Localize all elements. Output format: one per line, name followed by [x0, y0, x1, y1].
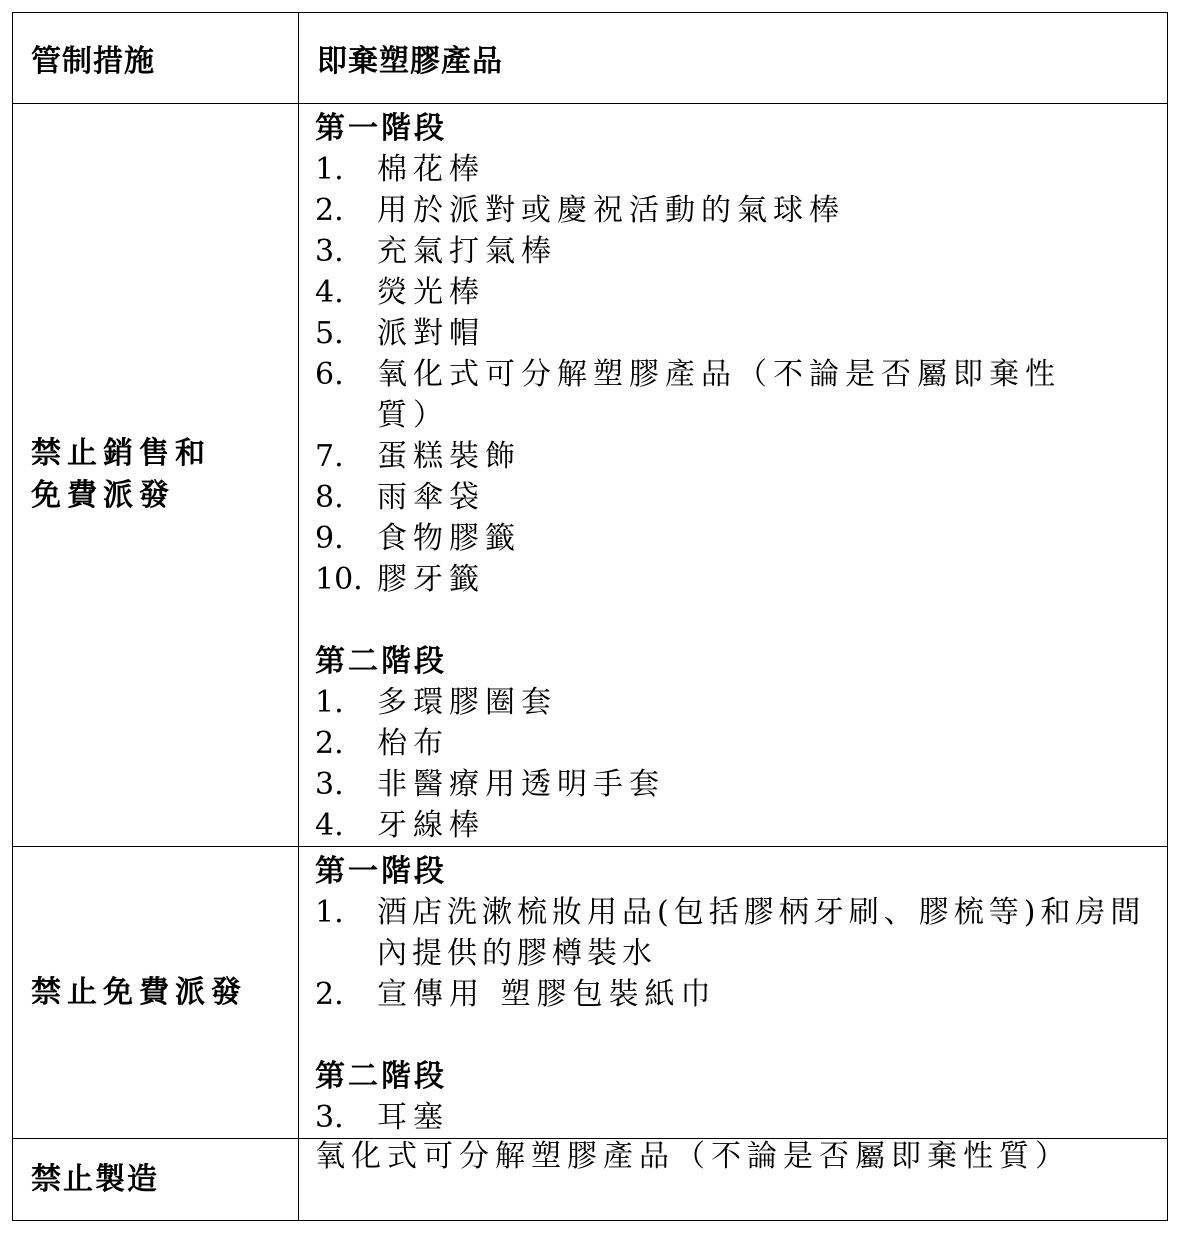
item-number: 2.	[315, 977, 344, 1012]
table-row	[13, 104, 1168, 847]
item-number: 4.	[315, 275, 344, 310]
table-row	[13, 847, 1168, 1139]
item-number: 8.	[315, 480, 344, 515]
stage-title: 第一階段	[315, 111, 447, 146]
item-text: 充氣打氣棒	[377, 234, 557, 269]
item-text: 食物膠籤	[377, 521, 521, 556]
list-item	[315, 518, 1159, 559]
item-number: 2.	[315, 193, 344, 228]
item-number: 6.	[315, 357, 344, 392]
item-text: 多環膠圈套	[377, 685, 557, 720]
spacer	[315, 600, 1159, 641]
item-text: 氧化式可分解塑膠產品（不論是否屬即棄性質）	[315, 1139, 1071, 1174]
measure-line: 免費派發	[31, 478, 175, 513]
list-item	[315, 354, 1159, 436]
stage-title: 第一階段	[315, 854, 447, 889]
list-item	[315, 436, 1159, 477]
measure-line: 禁止免費派發	[31, 974, 247, 1010]
item-text: 蛋糕裝飾	[377, 439, 521, 474]
list-item	[315, 559, 1159, 600]
measure-line: 禁止銷售和	[31, 436, 211, 471]
item-number: 5.	[315, 316, 344, 351]
list-item	[315, 764, 1159, 805]
stage-title: 第二階段	[315, 1059, 447, 1094]
products-cell	[299, 104, 1168, 847]
regulation-table	[12, 12, 1168, 1221]
item-text: 氧化式可分解塑膠產品（不論是否屬即棄性質）	[377, 357, 1061, 433]
item-number: 7.	[315, 439, 344, 474]
list-item	[315, 231, 1159, 272]
list-item	[315, 272, 1159, 313]
item-text: 宣傳用 塑膠包裝紙巾	[377, 977, 717, 1012]
list-item	[315, 477, 1159, 518]
item-number: 4.	[315, 808, 344, 843]
list-item	[315, 892, 1159, 974]
spacer	[315, 1015, 1159, 1056]
stage-title: 第二階段	[315, 644, 447, 679]
item-number: 10.	[315, 562, 363, 597]
item-text: 非醫療用透明手套	[377, 767, 665, 802]
item-text: 酒店洗漱梳妝用品(包括膠柄牙刷、膠梳等)和房間內提供的膠樽裝水	[377, 895, 1146, 971]
item-number: 3.	[315, 1100, 344, 1135]
item-text: 派對帽	[377, 316, 485, 351]
measure-cell-free-distribution	[13, 847, 299, 1139]
item-text: 膠牙籤	[377, 562, 485, 597]
item-number: 1.	[315, 152, 344, 187]
products-cell	[299, 1139, 1168, 1221]
list-item	[315, 974, 1159, 1015]
list-item	[315, 149, 1159, 190]
item-number: 3.	[315, 234, 344, 269]
list-item	[315, 313, 1159, 354]
products-cell	[299, 847, 1168, 1139]
list-item	[315, 1097, 1159, 1138]
measure-cell-manufacture	[13, 1139, 299, 1221]
header-products: 即棄塑膠產品	[299, 13, 1168, 104]
item-text: 雨傘袋	[377, 480, 485, 515]
item-text: 棉花棒	[377, 152, 485, 187]
table-header-row	[13, 13, 1168, 104]
list-item	[315, 723, 1159, 764]
list-item	[315, 805, 1159, 846]
item-text: 枱布	[377, 726, 449, 761]
item-text: 牙線棒	[377, 808, 485, 843]
item-number: 1.	[315, 895, 344, 930]
item-number: 1.	[315, 685, 344, 720]
item-number: 2.	[315, 726, 344, 761]
item-number: 3.	[315, 767, 344, 802]
item-text: 耳塞	[377, 1100, 449, 1135]
item-text: 用於派對或慶祝活動的氣球棒	[377, 193, 845, 228]
list-item	[315, 190, 1159, 231]
list-item	[315, 682, 1159, 723]
header-measure: 管制措施	[13, 13, 299, 104]
table-row	[13, 1139, 1168, 1221]
item-text: 熒光棒	[377, 275, 485, 310]
item-number: 9.	[315, 521, 344, 556]
measure-line: 禁止製造	[31, 1161, 159, 1197]
measure-cell-sale-and-free-distribution	[13, 104, 299, 847]
